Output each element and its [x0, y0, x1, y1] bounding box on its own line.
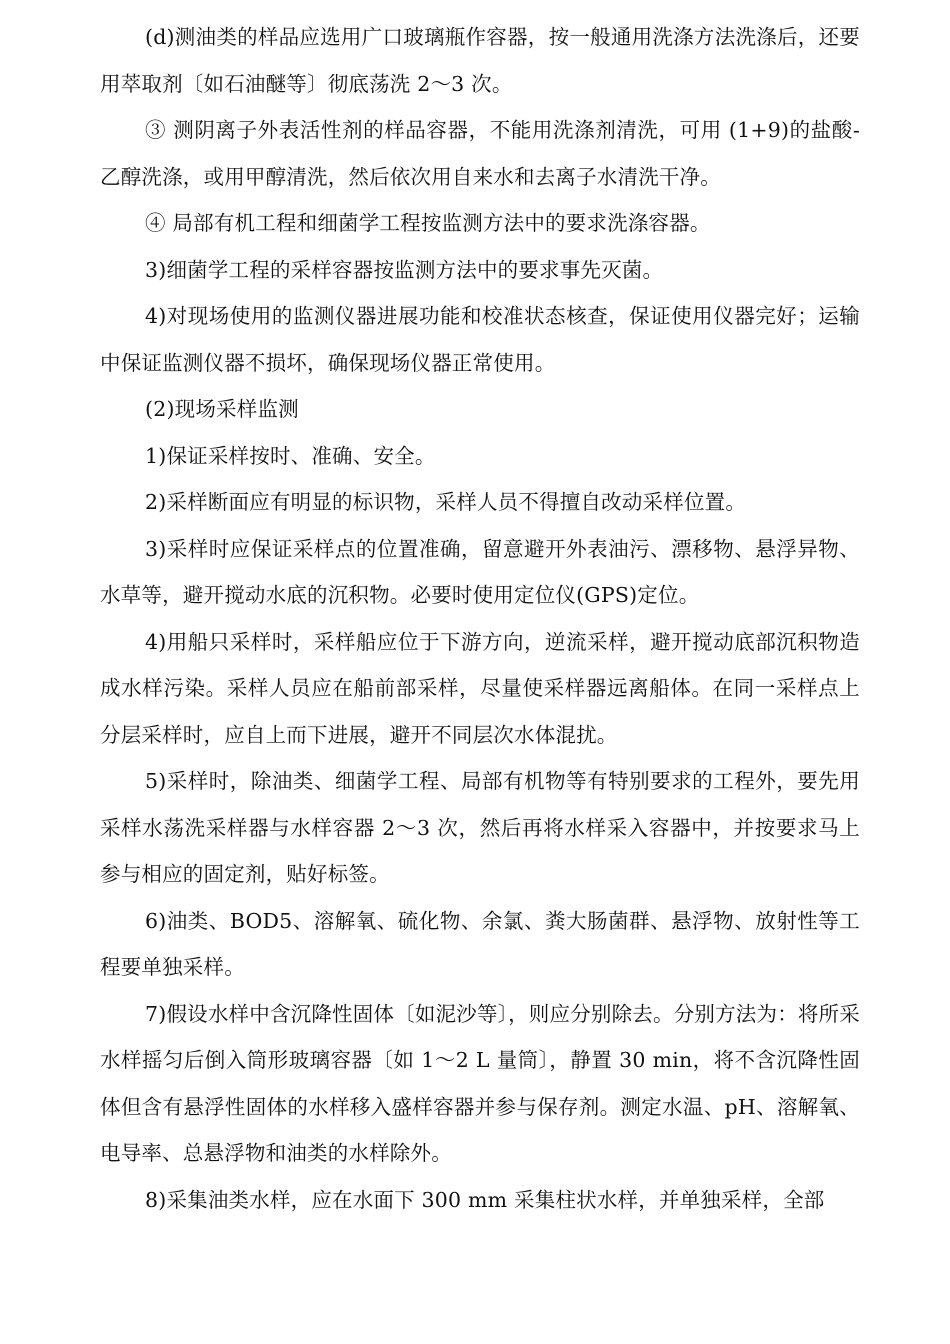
paragraph-section-marker: 2)采样断面应有明显的标识物，采样人员不得擅自改动采样位置。 [145, 490, 747, 514]
paragraph-sediment-removal: 7)假设水样中含沉降性固体〔如泥沙等〕，则应分别除去。分别方法为：将所采水样摇匀后倒入筒形玻璃容器〔如 1～2 L 量筒〕，静置 30 min，将不含沉降性固体但含有悬浮性固体的水样移入盛样容器并参与保存剂。测定水温、pH、溶解氧、电导率、总悬浮物和油类的水样除外。 [100, 1001, 860, 1165]
paragraph-rinse-fixative: 5)采样时，除油类、细菌学工程、局部有机物等有特别要求的工程外，要先用采样水荡洗采样器与水样容器 2～3 次，然后再将水样采入容器中，并按要求马上参与相应的固定剂，贴好标签。 [100, 769, 860, 886]
paragraph-boat-sampling: 4)用船只采样时，采样船应位于下游方向，逆流采样，避开搅动底部沉积物造成水样污染。采样人员应在船前部采样，尽量使采样器远离船体。在同一采样点上分层采样时，应自上而下进展，避开不同层次水体混扰。 [100, 629, 860, 747]
paragraph-anionic-surfactant: ③ 测阴离子外表活性剂的样品容器，不能用洗涤剂清洗，可用 (1+9)的盐酸-乙醇洗涤，或用甲醇清洗，然后依次用自来水和去离子水清洗干净。 [100, 118, 860, 189]
section-heading-field-sampling: (2)现场采样监测 [145, 397, 299, 421]
paragraph-sterilize: 3)细菌学工程的采样容器按监测方法中的要求事先灭菌。 [145, 257, 664, 282]
paragraph-oil-container: (d)测油类的样品应选用广口玻璃瓶作容器，按一般通用洗涤方法洗涤后，还要用萃取剂〔如石油醚等〕彻底荡洗 2～3 次。 [100, 25, 860, 96]
paragraph-separate-sampling: 6)油类、BOD5、溶解氧、硫化物、余氯、粪大肠菌群、悬浮物、放射性等工程要单独采样。 [100, 908, 860, 979]
paragraph-oil-sampling: 8)采集油类水样，应在水面下 300 mm 采集柱状水样，并单独采样，全部 [145, 1187, 825, 1212]
paragraph-sampling-position: 3)采样时应保证采样点的位置准确，留意避开外表油污、漂移物、悬浮异物、水草等，避开搅动水底的沉积物。必要时使用定位仪(GPS)定位。 [100, 536, 860, 607]
paragraph-instrument-check: 4)对现场使用的监测仪器进展功能和校准状态核查，保证使用仪器完好；运输中保证监测仪器不损坏，确保现场仪器正常使用。 [100, 304, 860, 375]
paragraph-sampling-safe: 1)保证采样按时、准确、安全。 [145, 443, 436, 468]
paragraph-organic-bacteria-wash: ④ 局部有机工程和细菌学工程按监测方法中的要求洗涤容器。 [145, 211, 711, 235]
document-body [100, 14, 860, 1223]
